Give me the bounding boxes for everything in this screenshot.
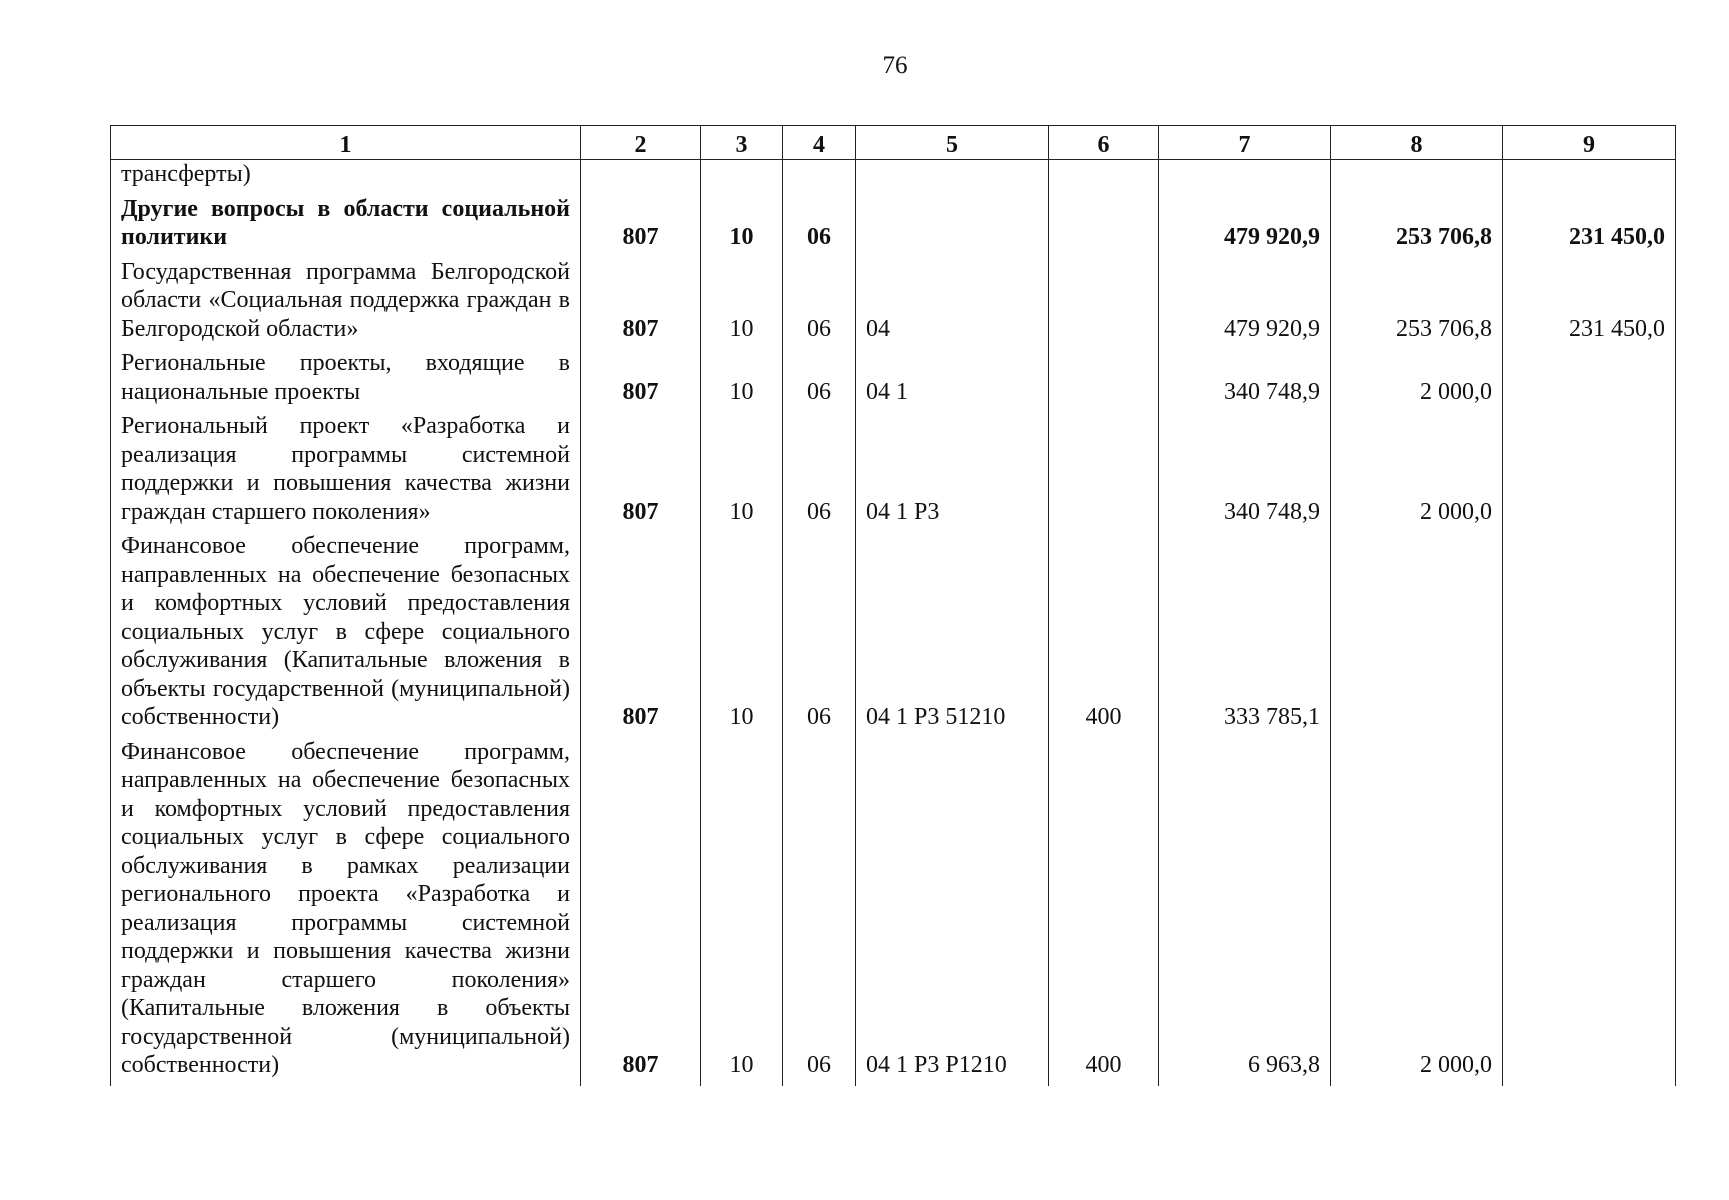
section-code: 10 xyxy=(701,734,783,1086)
subsection-code: 06 xyxy=(783,528,856,734)
subsection-code: 06 xyxy=(783,254,856,346)
section-code: 10 xyxy=(701,345,783,408)
ministry-code: 807 xyxy=(581,254,701,346)
target-article-code: 04 xyxy=(856,254,1049,346)
ministry-code xyxy=(581,160,701,191)
ministry-code: 807 xyxy=(581,528,701,734)
column-header: 4 xyxy=(783,126,856,160)
target-article-code: 04 1 Р3 51210 xyxy=(856,528,1049,734)
amount-col-9 xyxy=(1503,345,1676,408)
amount-col-8: 253 706,8 xyxy=(1331,191,1503,254)
page-number: 76 xyxy=(882,52,908,79)
table-row xyxy=(111,734,1676,1086)
table-row xyxy=(111,191,1676,254)
column-header: 7 xyxy=(1159,126,1331,160)
column-header: 2 xyxy=(581,126,701,160)
target-article-code: 04 1 Р3 xyxy=(856,408,1049,528)
ministry-code: 807 xyxy=(581,734,701,1086)
amount-col-8 xyxy=(1331,528,1503,734)
expense-type-code: 400 xyxy=(1049,734,1159,1086)
amount-col-8: 2 000,0 xyxy=(1331,734,1503,1086)
amount-col-9 xyxy=(1503,160,1676,191)
row-description: Государственная программа Белгородской области «Социальная поддержка граждан в Белгородской области» xyxy=(111,254,581,346)
expense-type-code xyxy=(1049,160,1159,191)
row-description: трансферты) xyxy=(111,160,581,191)
amount-col-8 xyxy=(1331,160,1503,191)
amount-col-9 xyxy=(1503,734,1676,1086)
column-header: 3 xyxy=(701,126,783,160)
ministry-code: 807 xyxy=(581,345,701,408)
target-article-code: 04 1 xyxy=(856,345,1049,408)
section-code: 10 xyxy=(701,254,783,346)
column-header: 1 xyxy=(111,126,581,160)
section-code: 10 xyxy=(701,528,783,734)
section-code: 10 xyxy=(701,408,783,528)
row-description: Другие вопросы в области социальной политики xyxy=(111,191,581,254)
row-description: Региональный проект «Разработка и реализация программы системной поддержки и повышения качества жизни граждан старшего поколения» xyxy=(111,408,581,528)
expense-type-code xyxy=(1049,191,1159,254)
amount-col-7: 340 748,9 xyxy=(1159,345,1331,408)
target-article-code: 04 1 Р3 Р1210 xyxy=(856,734,1049,1086)
table-row xyxy=(111,254,1676,346)
amount-col-7: 6 963,8 xyxy=(1159,734,1331,1086)
section-code xyxy=(701,160,783,191)
amount-col-8: 2 000,0 xyxy=(1331,345,1503,408)
ministry-code: 807 xyxy=(581,408,701,528)
amount-col-9: 231 450,0 xyxy=(1503,191,1676,254)
section-code: 10 xyxy=(701,191,783,254)
table-header-row xyxy=(111,126,1676,160)
amount-col-8: 253 706,8 xyxy=(1331,254,1503,346)
amount-col-9 xyxy=(1503,528,1676,734)
table-row xyxy=(111,528,1676,734)
subsection-code: 06 xyxy=(783,408,856,528)
amount-col-7 xyxy=(1159,160,1331,191)
row-description: Финансовое обеспечение программ, направленных на обеспечение безопасных и комфортных условий предоставления социальных услуг в сфере социального обслуживания в рамках реализации регионального проекта «Разработка и реализация программы системной поддержки и повышения качества жизни граждан старшего поколения» (Капитальные вложения в объекты государственной (муниципальной) собственности) xyxy=(111,734,581,1086)
amount-col-7: 333 785,1 xyxy=(1159,528,1331,734)
expense-type-code xyxy=(1049,345,1159,408)
subsection-code: 06 xyxy=(783,345,856,408)
ministry-code: 807 xyxy=(581,191,701,254)
expense-type-code xyxy=(1049,254,1159,346)
expense-type-code xyxy=(1049,408,1159,528)
row-description: Финансовое обеспечение программ, направленных на обеспечение безопасных и комфортных условий предоставления социальных услуг в сфере социального обслуживания (Капитальные вложения в объекты государственной (муниципальной) собственности) xyxy=(111,528,581,734)
target-article-code xyxy=(856,160,1049,191)
amount-col-8: 2 000,0 xyxy=(1331,408,1503,528)
budget-table xyxy=(110,125,1676,1086)
column-header: 9 xyxy=(1503,126,1676,160)
budget-table-container xyxy=(110,125,1675,1086)
amount-col-7: 340 748,9 xyxy=(1159,408,1331,528)
column-header: 8 xyxy=(1331,126,1503,160)
row-description: Региональные проекты, входящие в национальные проекты xyxy=(111,345,581,408)
target-article-code xyxy=(856,191,1049,254)
amount-col-7: 479 920,9 xyxy=(1159,191,1331,254)
amount-col-9 xyxy=(1503,408,1676,528)
column-header: 6 xyxy=(1049,126,1159,160)
amount-col-7: 479 920,9 xyxy=(1159,254,1331,346)
column-header: 5 xyxy=(856,126,1049,160)
subsection-code xyxy=(783,160,856,191)
table-row xyxy=(111,160,1676,191)
subsection-code: 06 xyxy=(783,191,856,254)
table-row xyxy=(111,345,1676,408)
table-row xyxy=(111,408,1676,528)
subsection-code: 06 xyxy=(783,734,856,1086)
expense-type-code: 400 xyxy=(1049,528,1159,734)
amount-col-9: 231 450,0 xyxy=(1503,254,1676,346)
